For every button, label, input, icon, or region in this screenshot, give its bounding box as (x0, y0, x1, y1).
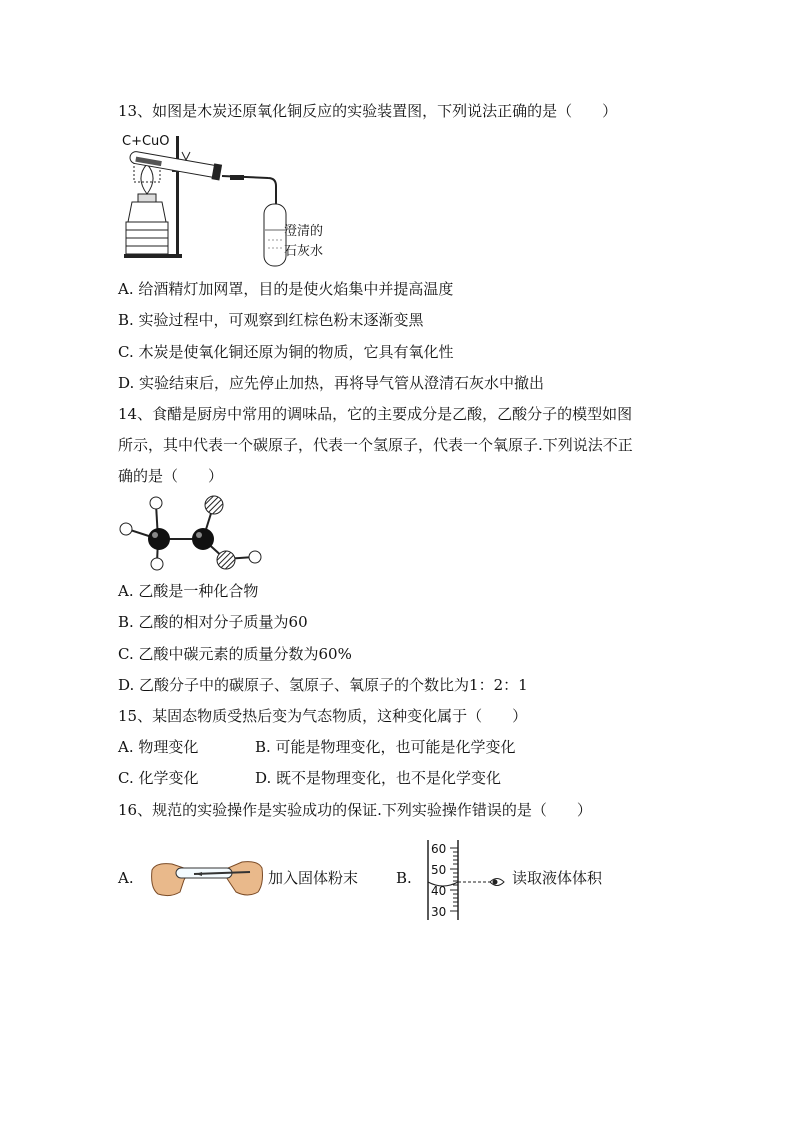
q16-option-b-text: 读取液体体积 (512, 869, 603, 887)
q16-stem: 16、规范的实验操作是实验成功的保证.下列实验操作错误的是（ ） (118, 801, 592, 819)
q14-stem-line1: 14、食醋是厨房中常用的调味品，它的主要成分是乙酸，乙酸分子的模型如图 (118, 405, 633, 423)
cylinder-tick-60: 60 (431, 842, 447, 856)
q14-option-d: D. 乙酸分子中的碳原子、氢原子、氧原子的个数比为1：2：1 (118, 676, 528, 694)
cylinder-tick-40: 40 (431, 884, 447, 898)
q14-option-a: A. 乙酸是一种化合物 (118, 582, 259, 600)
q15-option-a: A. 物理变化 (118, 738, 199, 756)
q13-option-d: D. 实验结束后，应先停止加热，再将导气管从澄清石灰水中撤出 (118, 374, 545, 392)
q14-stem-line2: 所示，其中代表一个碳原子，代表一个氢原子，代表一个氧原子.下列说法不正 (118, 436, 633, 454)
q14-option-b: B. 乙酸的相对分子质量为60 (118, 613, 308, 631)
q13-stem: 13、如图是木炭还原氧化铜反应的实验装置图，下列说法正确的是（ ） (118, 102, 618, 120)
q16-option-b-letter: B. (396, 869, 412, 887)
q14-option-c: C. 乙酸中碳元素的质量分数为60% (118, 645, 352, 663)
q15-option-b: B. 可能是物理变化，也可能是化学变化 (255, 738, 516, 756)
q14-stem-line3: 确的是（ ） (118, 467, 224, 485)
q15-option-c: C. 化学变化 (118, 769, 199, 787)
q13-option-c: C. 木炭是使氧化铜还原为铜的物质，它具有氧化性 (118, 343, 454, 361)
q13-option-a: A. 给酒精灯加网罩，目的是使火焰集中并提高温度 (118, 280, 454, 298)
q15-stem: 15、某固态物质受热后变为气态物质，这种变化属于（ ） (118, 707, 528, 725)
cylinder-tick-30: 30 (431, 905, 447, 919)
q15-option-d: D. 既不是物理变化，也不是化学变化 (255, 769, 502, 787)
adding-solid-powder-figure (150, 852, 264, 900)
q16-option-a-text: 加入固体粉末 (268, 869, 359, 887)
tube-label-line1: 澄清的 (284, 224, 324, 239)
acetic-acid-molecule-model (115, 492, 275, 572)
q13-option-b: B. 实验过程中，可观察到红棕色粉末逐渐变黑 (118, 311, 424, 329)
tube-label-line2: 石灰水 (284, 244, 324, 259)
cylinder-tick-50: 50 (431, 863, 447, 877)
q16-option-a-letter: A. (118, 869, 134, 887)
reagent-label: C+CuO (122, 134, 170, 149)
